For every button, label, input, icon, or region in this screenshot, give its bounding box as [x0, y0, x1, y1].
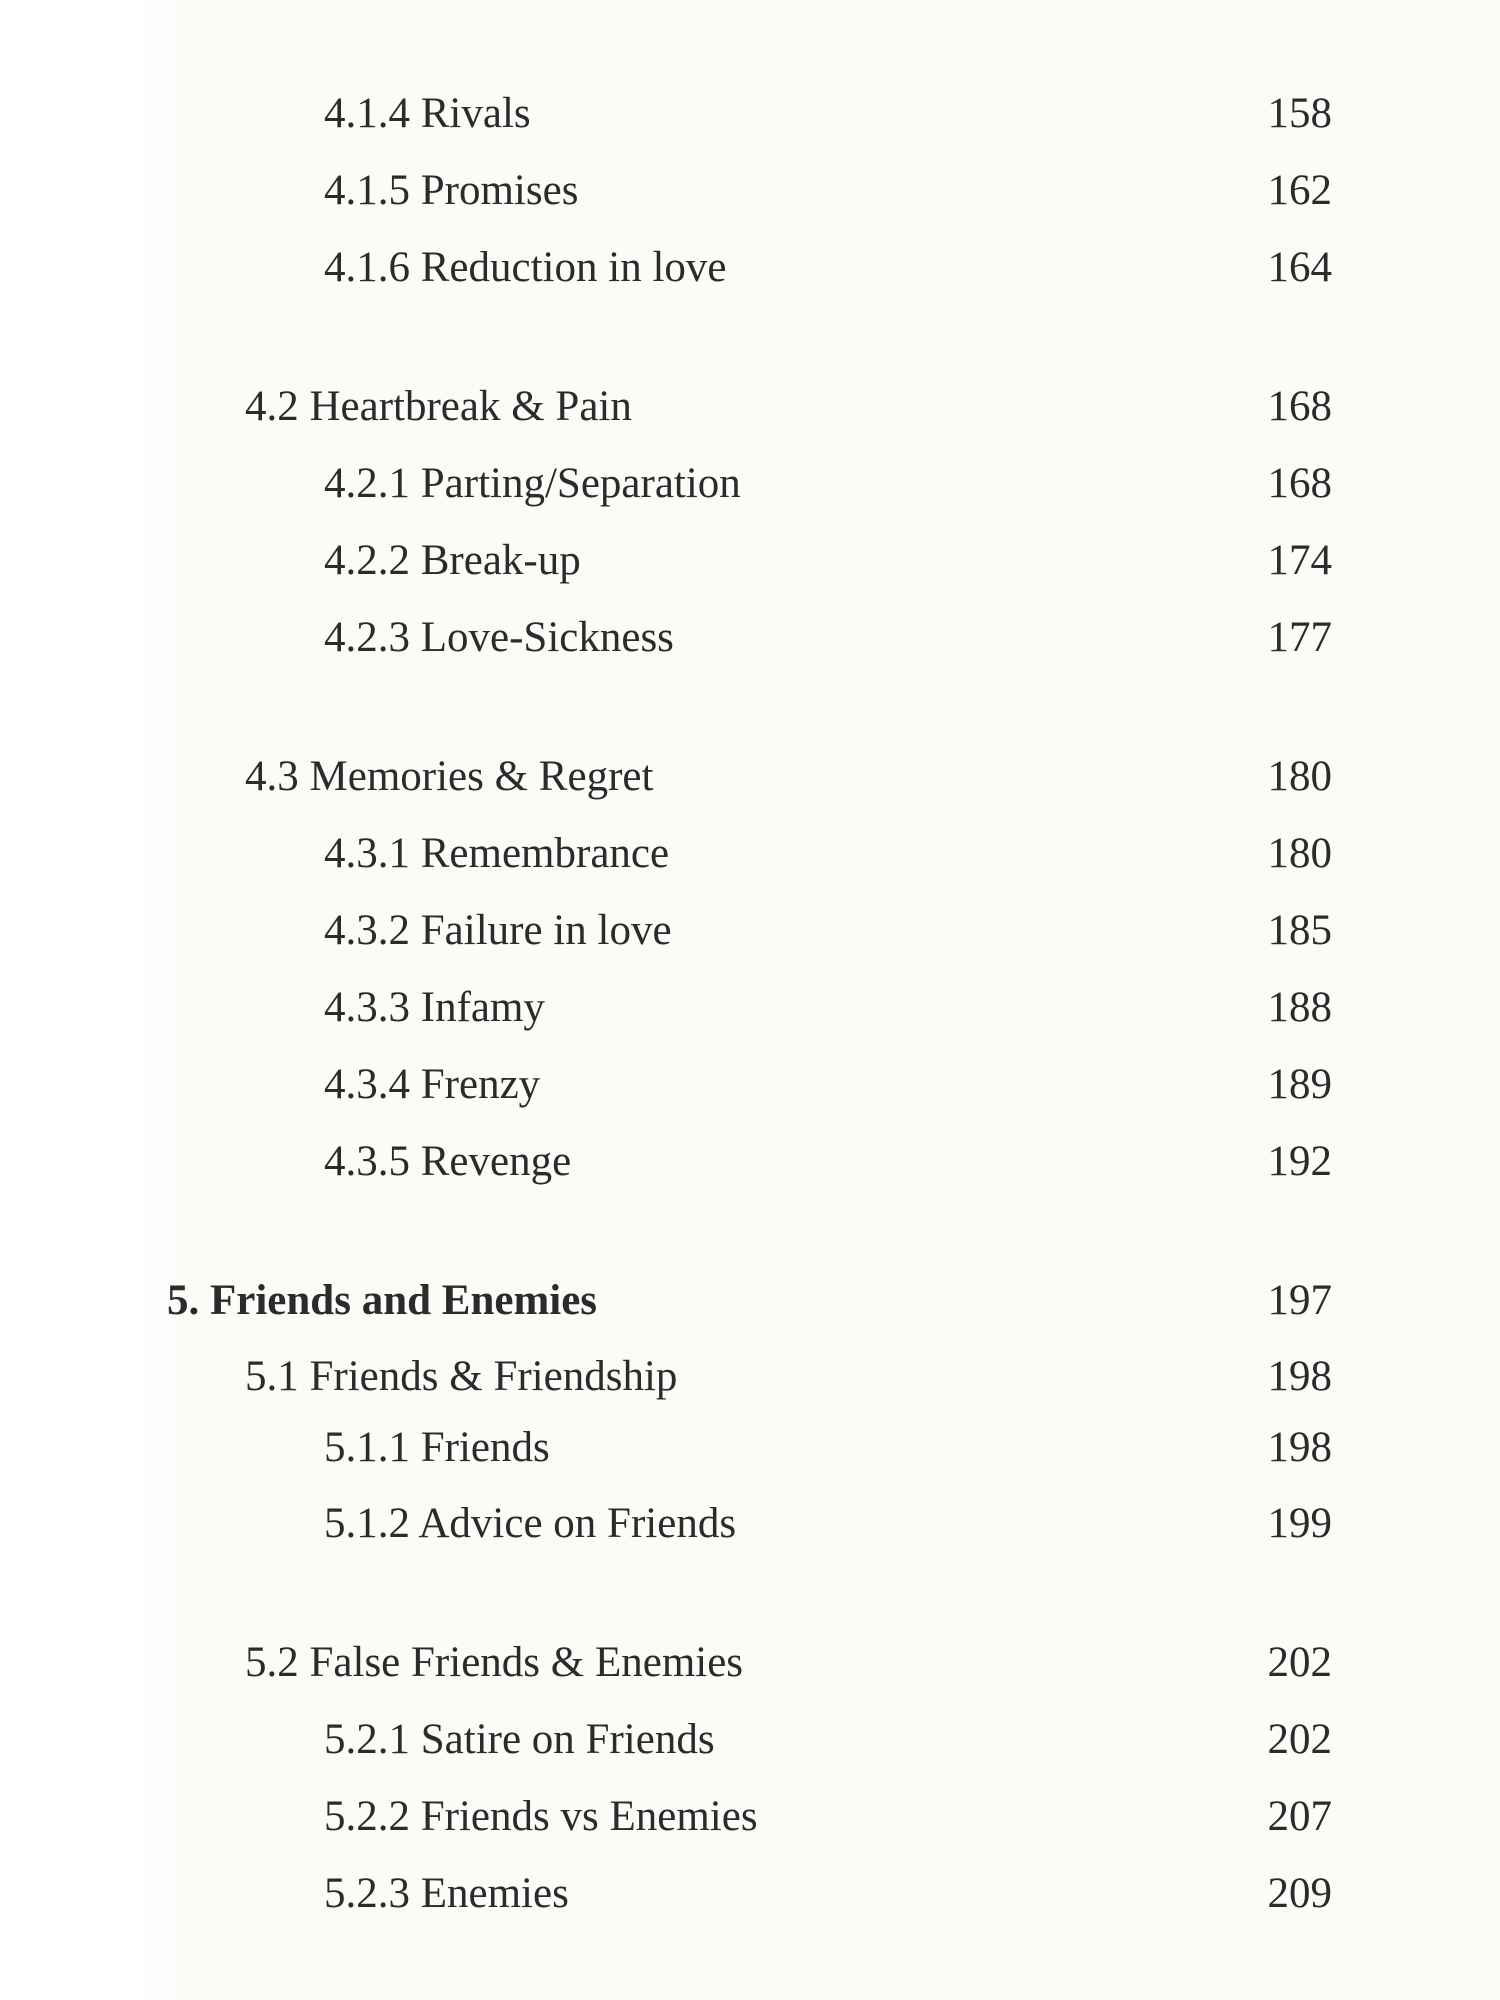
toc-entry-label: 4.2.1 Parting/Separation	[324, 460, 741, 507]
toc-entry-label: 4.3.1 Remembrance	[324, 830, 670, 877]
toc-entry-page-number: 192	[1267, 1138, 1332, 1185]
toc-entry-label: 5.2 False Friends & Enemies	[245, 1639, 744, 1686]
toc-entry	[0, 84, 1500, 144]
toc-entry-page-number: 168	[1267, 383, 1332, 430]
toc-entry	[0, 1633, 1500, 1693]
toc-entry	[0, 1055, 1500, 1115]
toc-entry-page-number: 180	[1267, 753, 1332, 800]
toc-entry-page-number: 158	[1267, 90, 1332, 137]
toc-entry-label: 4.3.4 Frenzy	[324, 1061, 541, 1108]
toc-entry-label: 4.1.6 Reduction in love	[324, 244, 727, 291]
toc-entry	[0, 161, 1500, 221]
toc-entry-page-number: 162	[1267, 167, 1332, 214]
toc-entry	[0, 238, 1500, 298]
toc-entry-label: 5.2.3 Enemies	[324, 1870, 569, 1917]
toc-entry-label: 4.2 Heartbreak & Pain	[245, 383, 632, 430]
toc-entry	[0, 1787, 1500, 1847]
toc-entry-label: 5.2.1 Satire on Friends	[324, 1716, 715, 1763]
toc-entry	[0, 978, 1500, 1038]
toc-entry-label: 5.1 Friends & Friendship	[245, 1353, 678, 1400]
toc-entry-label: 4.3.5 Revenge	[324, 1138, 572, 1185]
toc-entry-label: 4.1.5 Promises	[324, 167, 579, 214]
toc-entry-label: 5.1.2 Advice on Friends	[324, 1500, 737, 1547]
toc-entry-label: 4.2.3 Love-Sickness	[324, 614, 674, 661]
toc-entry	[0, 901, 1500, 961]
toc-entry	[0, 1864, 1500, 1924]
toc-entry	[0, 1418, 1500, 1478]
toc-entry-page-number: 198	[1267, 1353, 1332, 1400]
toc-entry-page-number: 168	[1267, 460, 1332, 507]
toc-entry-page-number: 198	[1267, 1424, 1332, 1471]
toc-entry-page-number: 180	[1267, 830, 1332, 877]
toc-entry	[0, 531, 1500, 591]
toc-entry-page-number: 164	[1267, 244, 1332, 291]
toc-entry-page-number: 207	[1267, 1793, 1332, 1840]
toc-entry-label: 4.2.2 Break-up	[324, 537, 581, 584]
toc-entry-label: 5.2.2 Friends vs Enemies	[324, 1793, 758, 1840]
toc-entry	[0, 608, 1500, 668]
toc-entry-page-number: 202	[1267, 1639, 1332, 1686]
toc-entry	[0, 1132, 1500, 1192]
toc-entry-label: 4.1.4 Rivals	[324, 90, 531, 137]
toc-entry-label: 5.1.1 Friends	[324, 1424, 550, 1471]
toc-entry	[0, 377, 1500, 437]
toc-entry-page-number: 197	[1267, 1277, 1332, 1324]
toc-chapter-label: 5. Friends and Enemies	[167, 1277, 598, 1324]
toc-entry	[0, 747, 1500, 807]
toc-entry-page-number: 199	[1267, 1500, 1332, 1547]
toc-entry-label: 4.3 Memories & Regret	[245, 753, 654, 800]
toc-entry	[0, 454, 1500, 514]
toc-chapter-entry	[0, 1271, 1500, 1331]
toc-entry-page-number: 202	[1267, 1716, 1332, 1763]
toc-entry	[0, 1494, 1500, 1554]
toc-entry-label: 4.3.3 Infamy	[324, 984, 545, 1031]
toc-entry-page-number: 209	[1267, 1870, 1332, 1917]
toc-entry-page-number: 185	[1267, 907, 1332, 954]
toc-entry-page-number: 189	[1267, 1061, 1332, 1108]
toc-entry	[0, 1710, 1500, 1770]
toc-entry-label: 4.3.2 Failure in love	[324, 907, 672, 954]
toc-entry-page-number: 177	[1267, 614, 1332, 661]
toc-entry-page-number: 188	[1267, 984, 1332, 1031]
toc-entry-page-number: 174	[1267, 537, 1332, 584]
toc-entry	[0, 1347, 1500, 1407]
toc-entry	[0, 824, 1500, 884]
